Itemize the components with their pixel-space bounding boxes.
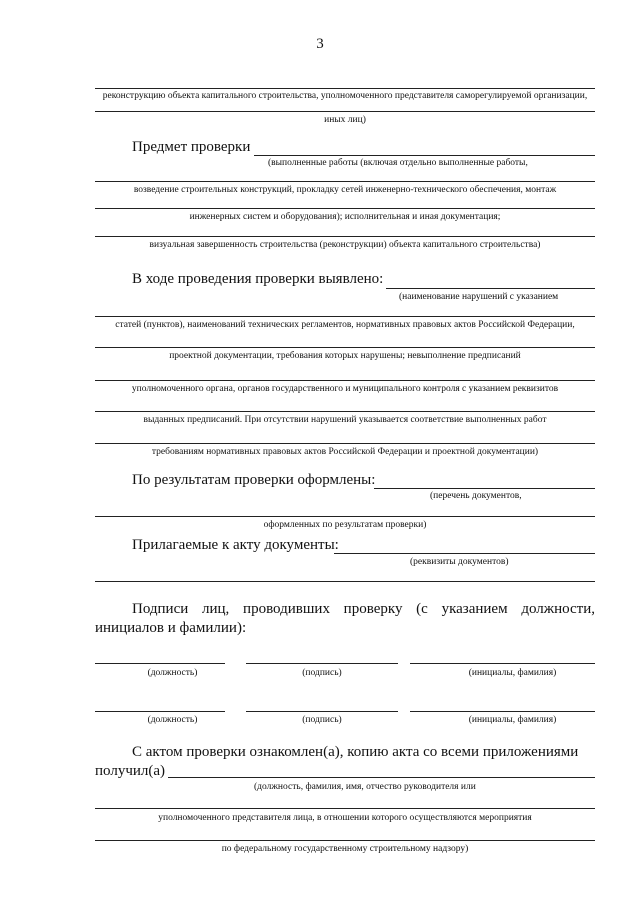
attachments-caption-1: (реквизиты документов)	[410, 557, 509, 567]
findings-caption-6: требованиям нормативных правовых актов Российской Федерации и проектной документации)	[151, 447, 539, 457]
fill-line[interactable]	[95, 808, 595, 809]
signature-position-line[interactable]	[95, 711, 225, 712]
subject-caption-1: (выполненные работы (включая отдельно выполненные работы,	[268, 158, 528, 168]
acknowledgement-caption-1: (должность, фамилия, имя, отчество руководителя или	[254, 782, 476, 792]
results-caption-1: (перечень документов,	[430, 491, 522, 501]
fill-line[interactable]	[95, 181, 595, 182]
caption-position: (должность)	[147, 668, 198, 678]
signature-name-line[interactable]	[410, 711, 595, 712]
findings-caption-3: проектной документации, требования которых нарушены; невыполнение предписаний	[169, 351, 521, 361]
subject-caption-2: возведение строительных конструкций, прокладку сетей инженерно-технического обеспечения, монтаж	[133, 185, 557, 195]
fill-line[interactable]	[95, 236, 595, 237]
fill-line[interactable]	[95, 316, 595, 317]
acknowledgement-intro: С актом проверки ознакомлен(а), копию акта со всеми приложениями получил(а)	[95, 744, 579, 779]
subject-caption-4: визуальная завершенность строительства (реконструкции) объекта капитального строительства)	[149, 240, 541, 250]
findings-caption-4: уполномоченного органа, органов государственного и муниципального контроля с указанием реквизитов	[131, 384, 559, 394]
findings-caption-2: статей (пунктов), наименований технических регламентов, нормативных правовых актов Российской Федерации,	[115, 320, 575, 330]
fill-line[interactable]	[95, 347, 595, 348]
results-fill-line[interactable]	[374, 488, 595, 489]
signature-sign-line[interactable]	[246, 711, 398, 712]
fill-line[interactable]	[95, 208, 595, 209]
fill-line[interactable]	[95, 581, 595, 582]
fill-line[interactable]	[95, 411, 595, 412]
caption-position: (должность)	[147, 715, 198, 725]
findings-caption-5: выданных предписаний. При отсутствии нарушений указывается соответствие выполненных работ	[143, 415, 547, 425]
fill-line[interactable]	[95, 516, 595, 517]
results-heading: По результатам проверки оформлены:	[132, 472, 376, 488]
signature-name-line[interactable]	[410, 663, 595, 664]
fill-line[interactable]	[95, 380, 595, 381]
findings-heading: В ходе проведения проверки выявлено:	[132, 271, 384, 287]
caption-signature: (подпись)	[302, 715, 342, 725]
signature-position-line[interactable]	[95, 663, 225, 664]
subject-caption-3: инженерных систем и оборудования); исполнительная и иная документация;	[189, 212, 501, 222]
fill-line[interactable]	[95, 840, 595, 841]
caption-initials-surname: (инициалы, фамилия)	[468, 715, 557, 725]
page-number: 3	[316, 36, 324, 52]
acknowledgement-fill-line[interactable]	[168, 777, 595, 778]
caption-signature: (подпись)	[302, 668, 342, 678]
acknowledgement-caption-3: по федеральному государственному строительному надзору)	[221, 844, 469, 854]
caption-other-persons: иных лиц)	[324, 115, 366, 125]
subject-heading: Предмет проверки	[132, 139, 251, 155]
findings-caption-1: (наименование нарушений с указанием	[399, 292, 559, 302]
acknowledgement-caption-2: уполномоченного представителя лица, в отношении которого осуществляются мероприятия	[158, 813, 532, 823]
signature-sign-line[interactable]	[246, 663, 398, 664]
fill-line	[95, 88, 595, 89]
attachments-heading: Прилагаемые к акту документы:	[132, 537, 339, 553]
fill-line	[95, 111, 595, 112]
results-caption-2: оформленных по результатам проверки)	[263, 520, 427, 530]
attachments-fill-line[interactable]	[334, 553, 595, 554]
subject-fill-line[interactable]	[254, 155, 595, 156]
signatures-intro: Подписи лиц, проводивших проверку (с указанием должности, инициалов и фамилии):	[95, 601, 595, 636]
caption-initials-surname: (инициалы, фамилия)	[468, 668, 557, 678]
fill-line[interactable]	[95, 443, 595, 444]
findings-fill-line[interactable]	[386, 288, 595, 289]
caption-reconstruction: реконструкцию объекта капитального строительства, уполномоченного представителя саморегулируемой организации,	[102, 91, 588, 101]
